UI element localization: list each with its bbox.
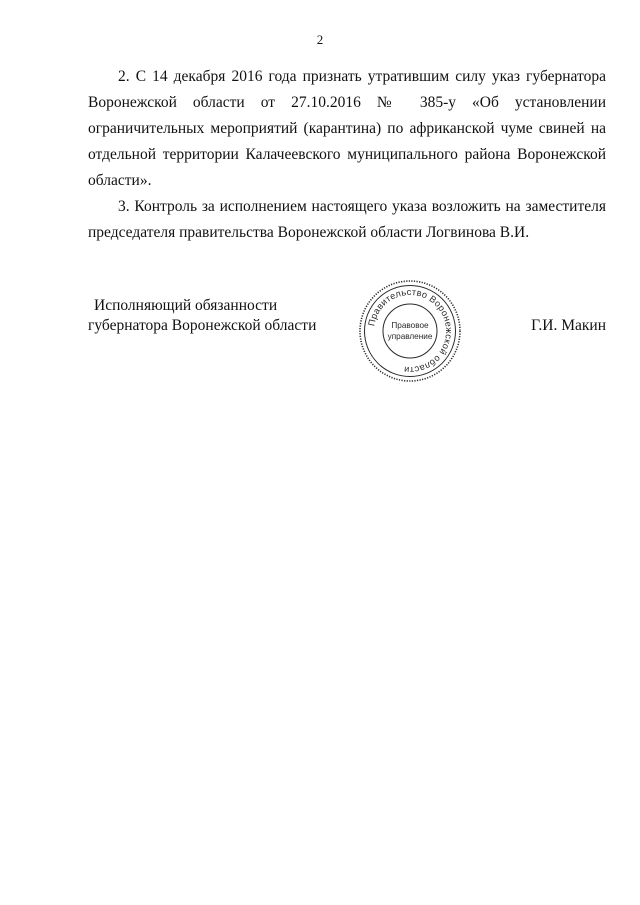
- stamp-graphic: [356, 277, 464, 385]
- official-stamp: [356, 277, 464, 385]
- stamp-center-line-2: управление: [387, 332, 433, 341]
- stamp-ring-text: Правительство Воронежской области: [366, 286, 455, 376]
- stamp-inner-ring: [383, 304, 437, 358]
- signer-position: [88, 296, 328, 336]
- paragraph-3: 3. Контроль за исполнением настоящего указа возложить на заместителя председателя правительства Воронежской области Логвинова В.И.: [88, 198, 606, 241]
- signer-name: Г.И. Макин: [531, 317, 606, 334]
- signer-position-line-1: Исполняющий обязанности: [94, 297, 278, 314]
- document-body: [88, 64, 606, 246]
- stamp-center-line-1: Правовое: [391, 321, 429, 330]
- page-number: 2: [316, 32, 324, 47]
- signer-position-line-2: губернатора Воронежской области: [88, 317, 317, 334]
- paragraph-2: 2. С 14 декабря 2016 года признать утратившим силу указ губернатора Воронежской области от 27.10.2016 № 385-у «Об установлении ограничительных мероприятий (карантина) по африканской чуме свиней на отдельной территории Калачеевского муниципального района Воронежской области».: [88, 68, 606, 189]
- stamp-middle-ring: [365, 286, 456, 377]
